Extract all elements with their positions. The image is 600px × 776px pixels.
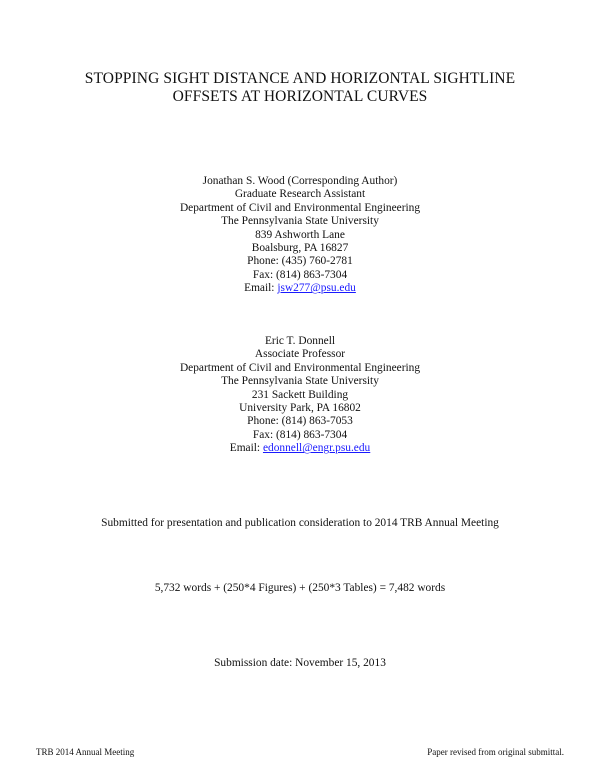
author-phone: Phone: (435) 760-2781 xyxy=(247,255,353,268)
word-count: 5,732 words + (250*4 Figures) + (250*3 Tables) = 7,482 words xyxy=(154,582,446,594)
footer-left: TRB 2014 Annual Meeting xyxy=(36,747,135,757)
author-email-line xyxy=(0,282,600,295)
author-street: 839 Ashworth Lane xyxy=(255,228,345,241)
author-department: Department of Civil and Environmental Engineering xyxy=(179,201,421,214)
author-name: Jonathan S. Wood (Corresponding Author) xyxy=(202,175,398,187)
author-name: Eric T. Donnell xyxy=(264,335,336,347)
author-department: Department of Civil and Environmental Engineering xyxy=(179,361,421,374)
author-city: Boalsburg, PA 16827 xyxy=(251,242,349,255)
submission-statement: Submitted for presentation and publication consideration to 2014 TRB Annual Meeting xyxy=(101,517,499,529)
author-block-1 xyxy=(0,175,600,296)
author-email-label: Email: xyxy=(244,282,275,295)
footer-right: Paper revised from original submittal. xyxy=(427,747,564,757)
author-university: The Pennsylvania State University xyxy=(221,215,379,228)
title-line-1: STOPPING SIGHT DISTANCE AND HORIZONTAL SIGHTLINE xyxy=(84,70,516,87)
author-email-link[interactable]: jsw277@psu.edu xyxy=(277,282,356,295)
author-email-link[interactable]: edonnell@engr.psu.edu xyxy=(262,442,371,455)
author-position: Associate Professor xyxy=(254,348,346,361)
author-street: 231 Sackett Building xyxy=(251,388,349,401)
author-phone: Phone: (814) 863-7053 xyxy=(247,415,353,428)
author-email-label: Email: xyxy=(229,442,261,455)
author-city: University Park, PA 16802 xyxy=(239,402,361,415)
author-fax: Fax: (814) 863-7304 xyxy=(252,428,348,441)
author-fax: Fax: (814) 863-7304 xyxy=(252,268,348,281)
author-university: The Pennsylvania State University xyxy=(221,375,379,388)
paper-title xyxy=(0,70,600,106)
submission-date: Submission date: November 15, 2013 xyxy=(214,657,386,669)
author-email-line xyxy=(0,442,600,455)
author-block-2 xyxy=(0,335,600,456)
author-position: Graduate Research Assistant xyxy=(234,188,366,201)
title-line-2: OFFSETS AT HORIZONTAL CURVES xyxy=(172,88,428,105)
